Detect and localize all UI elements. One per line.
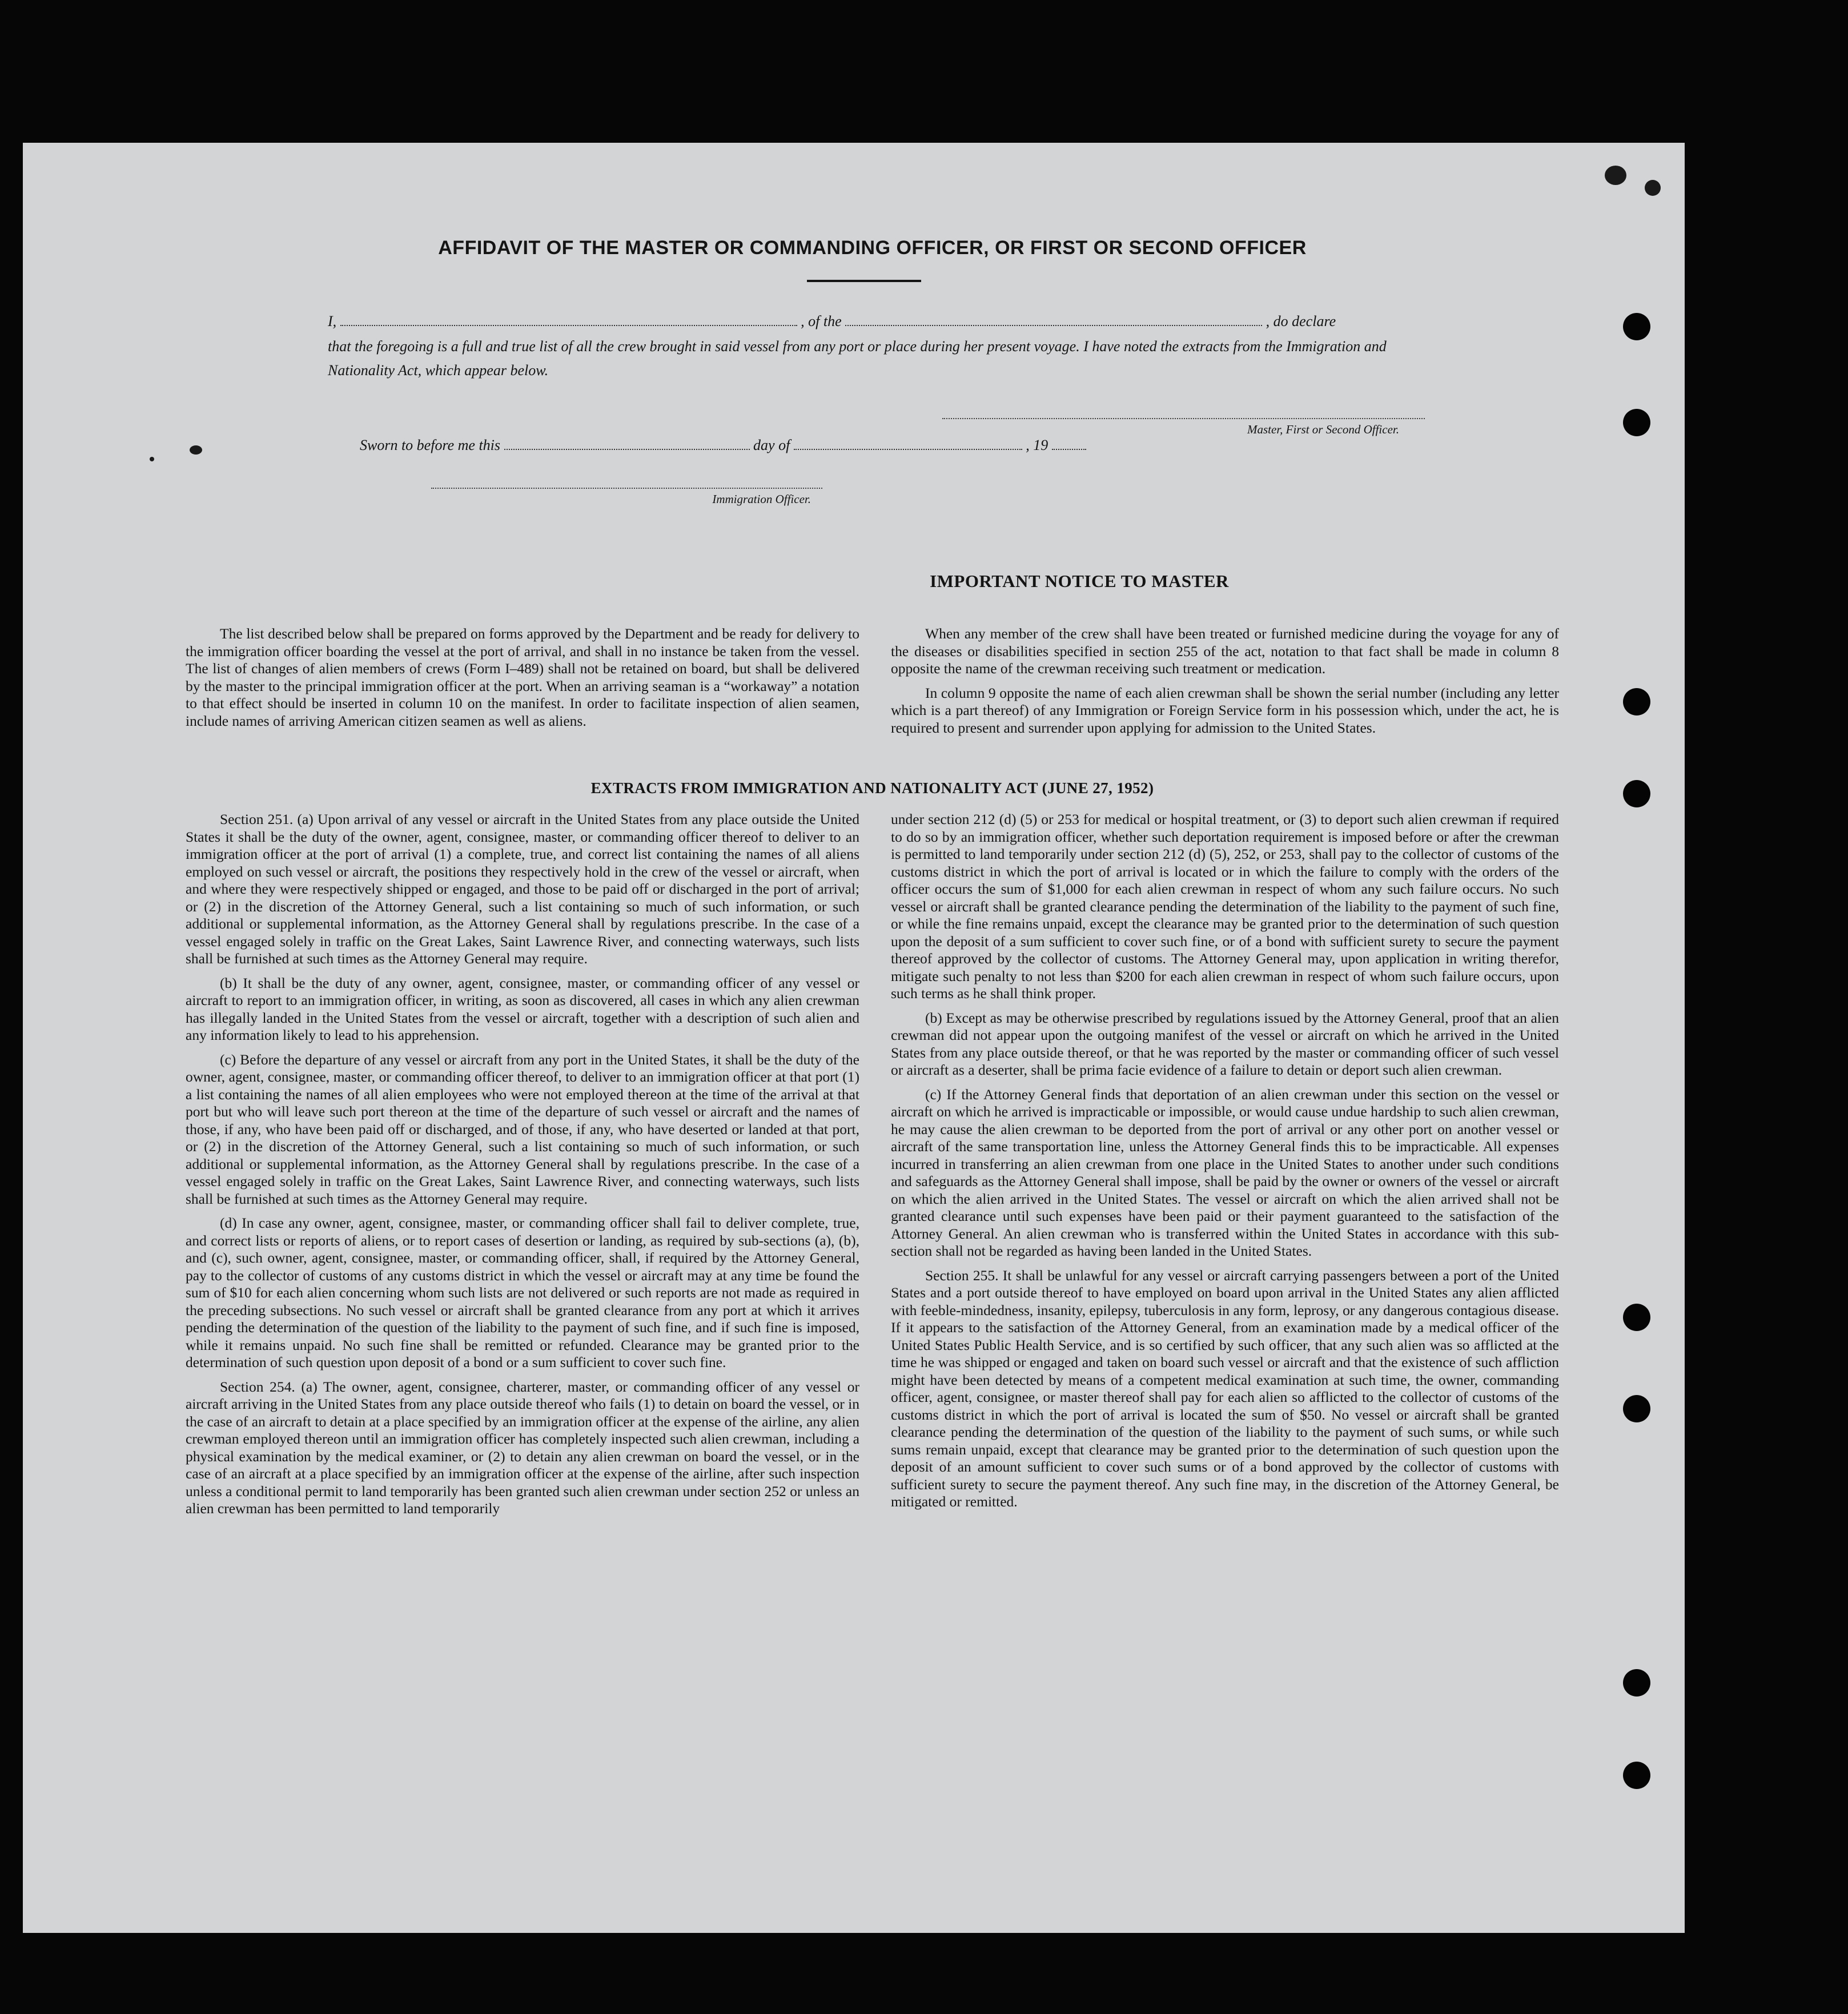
day-of-label: day of: [753, 437, 790, 453]
vessel-field[interactable]: [845, 315, 1262, 326]
document-page: [23, 143, 1685, 1933]
year-label: , 19: [1026, 437, 1048, 453]
section-paragraph: (b) It shall be the duty of any owner, agent, consignee, master, or commanding officer of any vessel or aircraft to report to an immigration officer, in writing, as soon as discovered, all cases in which any alien crewman has illegally landed in the United States from the vessel or aircraft, together with a description of such alien and any information likely to lead to his apprehension.: [186, 974, 859, 1043]
of-the-label: , of the: [801, 313, 842, 329]
signature-label: Master, First or Second Officer.: [1247, 423, 1399, 436]
section-paragraph: under section 212 (d) (5) or 253 for medical or hospital treatment, or (3) to deport such alien crewman if required to do so by an immigration officer, whether such deportation requirement is imposed before or after the crewman is permitted to land temporarily under section 212 (d) (5), 252, or 253, shall pay to the collector of customs of the customs district in which the port of arrival is located or in which the failure to comply with the orders of the officer occurs the sum of $1,000 for each alien crewman in respect of whom any such failure occurs. No such vessel or aircraft shall be granted clearance pending the determination of the liability to the payment of such fine, or while the fine remains unpaid, except the clearance may be granted prior to the determination of such question upon the deposit of a sum sufficient to cover such fine, or of a bond with sufficient surety to secure the payment thereof approved by the collector of customs. The Attorney General may, upon application in writing therefor, mitigate such penalty to not less than $200 for each alien crewman in respect of whom such failure occurs, upon such terms as he shall think proper.: [891, 811, 1559, 1002]
section-paragraph: (c) If the Attorney General finds that deportation of an alien crewman under this section on the vessel or aircraft on which he arrived is impracticable or impossible, or would cause undue hardship to such alien crewman, he may cause the alien crewman to be deported from the port of arrival or any other port on another vessel or aircraft of the same transportation line, unless the Attorney General finds this to be impracticable. All expenses incurred in transferring an alien crewman from one place in the United States to another under such conditions and safeguards as the Attorney General shall impose, shall be paid by the owner or owners of the vessel or aircraft on which the alien arrived in the United States. The vessel or aircraft on which the alien arrived shall not be granted clearance until such expenses have been paid or their payment guaranteed to the satisfaction of the Attorney General. An alien crewman who is transferred within the United States in accordance with this sub-section shall not be regarded as having been landed in the United States.: [891, 1086, 1559, 1259]
notice-title: IMPORTANT NOTICE TO MASTER: [930, 571, 1229, 591]
do-declare-label: , do declare: [1266, 313, 1336, 329]
extracts-title: EXTRACTS FROM IMMIGRATION AND NATIONALITY ACT (JUNE 27, 1952): [590, 779, 1154, 797]
affidavit-title: AFFIDAVIT OF THE MASTER OR COMMANDING OFFICER, OR FIRST OR SECOND OFFICER: [438, 237, 1307, 259]
notice-paragraph: When any member of the crew shall have been treated or furnished medicine during the voyage for any of the diseases or disabilities specified in section 255 of the act, notation to that fact shall be made in column 8 opposite the name of the crewman receiving such treatment or medication.: [891, 625, 1559, 677]
section-paragraph: (d) In case any owner, agent, consignee, master, or commanding officer shall fail to deliver complete, true, and correct lists or reports of aliens, or to report cases of desertion or landing, as required by sub-sections (a), (b), and (c), such owner, agent, consignee, master, or commanding officer, shall, if required by the Attorney General, pay to the collector of customs of any customs district in which the vessel or aircraft may at any time be found the sum of $10 for each alien concerning whom such lists are not delivered or such reports are not made as required in the preceding subsections. No such vessel or aircraft shall be granted clearance from any port at which it arrives pending the determination of the question of the liability to the payment of such fine, and if such fine is imposed, while it remains unpaid. No such fine shall be remitted or refunded. Clearance may be granted prior to the determination of such question upon deposit of a bond or a sum sufficient to cover such fine.: [186, 1215, 859, 1370]
sworn-label: Sworn to before me this: [360, 437, 501, 453]
section-paragraph: Section 251. (a) Upon arrival of any vessel or aircraft in the United States from any place outside the United States it shall be the duty of the owner, agent, consignee, master, or commanding officer thereof to deliver to an immigration officer at the port of arrival (1) a complete, true, and correct list containing the names of all aliens employed on such vessel or aircraft, the positions they respectively hold in the crew of the vessel or aircraft, when and where they were respectively shipped or engaged, and those to be paid off or discharged in the port of arrival; or (2) in the discretion of the Attorney General, such a list containing so much of such information, or such additional or supplemental information, as the Attorney General shall by regulations prescribe. In the case of a vessel engaged solely in traffic on the Great Lakes, Saint Lawrence River, and connecting waterways, such lists shall be furnished at such times as the Attorney General may require.: [186, 811, 859, 967]
punch-hole: [1623, 1395, 1650, 1422]
ink-mark: [190, 445, 202, 455]
officer-label: Immigration Officer.: [712, 492, 811, 506]
notice-paragraph: The list described below shall be prepared on forms approved by the Department and be ready for delivery to the immigration officer boarding the vessel at the port of arrival, and shall in no instance be taken from the vessel. The list of changes of alien members of crews (Form I–489) shall not be retained on board, but shall be delivered by the master to the principal immigration officer at the port. When an arriving seaman is a “workaway” a notation to that effect should be inserted in column 10 on the manifest. In order to facilitate inspection of alien seamen, include names of arriving American citizen seamen as well as aliens.: [186, 625, 859, 729]
section-paragraph: (b) Except as may be otherwise prescribed by regulations issued by the Attorney General, proof that an alien crewman did not appear upon the outgoing manifest of the vessel or aircraft on which he arrived in the United States from any place outside thereof, or that he was reported by the master or commanding officer of such vessel or aircraft as a deserter, shall be prima facie evidence of a failure to detain or deport such alien crewman.: [891, 1009, 1559, 1078]
punch-hole: [1623, 688, 1650, 715]
corner-mark: [1645, 180, 1661, 196]
declaration-statement: that the foregoing is a full and true list of all the crew brought in said vessel from any port or place during her present voyage. I have noted the extracts from the Immigration and Nationality Act, which appear below.: [328, 338, 1387, 379]
section-paragraph: Section 254. (a) The owner, agent, consignee, charterer, master, or commanding officer of any vessel or aircraft arriving in the United States from any place outside thereof who fails (1) to detain on board the vessel, or in the case of an aircraft to detain at a place specified by an immigration officer at the expense of the airline, any alien crewman employed thereon until an immigration officer has completely inspected such alien crewman, including a physical examination by the medical examiner, or (2) to detain any alien crewman on board the vessel, or in the case of an aircraft at a place specified by an immigration officer at the expense of the airline, after such inspection unless a conditional permit to land temporarily has been granted such alien crewman under section 252 or unless an alien crewman has been permitted to land temporarily: [186, 1378, 859, 1517]
title-rule: [807, 280, 921, 282]
i-label: I,: [328, 313, 337, 329]
sworn-line: [360, 437, 1086, 454]
corner-mark: [1605, 166, 1626, 185]
sworn-day-field[interactable]: [504, 439, 750, 450]
officer-signature-line[interactable]: [431, 488, 822, 489]
sworn-year-field[interactable]: [1052, 439, 1086, 450]
declaration-block: [328, 308, 1430, 383]
punch-hole: [1623, 313, 1650, 340]
punch-hole: [1623, 1304, 1650, 1331]
extracts-left-column: [186, 811, 859, 1518]
punch-hole: [1623, 780, 1650, 807]
punch-hole: [1623, 409, 1650, 436]
ink-mark: [150, 457, 154, 461]
notice-paragraph: In column 9 opposite the name of each alien crewman shall be shown the serial number (including any letter which is a part thereof) of any Immigration or Foreign Service form in his possession which, under the act, he is required to present and surrender upon applying for admission to the United States.: [891, 684, 1559, 736]
sworn-month-field[interactable]: [794, 439, 1022, 450]
notice-left-column: [186, 625, 859, 730]
section-paragraph: (c) Before the departure of any vessel or aircraft from any port in the United States, it shall be the duty of the owner, agent, consignee, master, or commanding officer thereof, to deliver to an immigration officer at that port (1) a list containing the names of all alien employees who were not employed thereon at the time of the arrival at that port but who will leave such port thereon at the time of the departure of such vessel or aircraft and the names of those, if any, who have been paid off or discharged, and of those, if any, who have deserted or landed at that port, or (2) in the discretion of the Attorney General, such a list containing so much of such information, or such additional or supplemental information, as the Attorney General shall by regulations prescribe. In the case of a vessel engaged solely in traffic on the Great Lakes, Saint Lawrence River, and connecting waterways, such lists shall be furnished at such times as the Attorney General may require.: [186, 1051, 859, 1207]
notice-right-column: [891, 625, 1559, 737]
punch-hole: [1623, 1762, 1650, 1789]
declaration-fill-line: [328, 308, 1430, 335]
section-paragraph: Section 255. It shall be unlawful for any vessel or aircraft carrying passengers between a port of the United States and a port outside thereof to have employed on board upon arrival in the United States any alien afflicted with feeble-mindedness, insanity, epilepsy, tuberculosis in any form, leprosy, or any dangerous contagious disease. If it appears to the satisfaction of the Attorney General, from an examination made by a medical officer of the United States Public Health Service, and is so certified by such officer, that any such alien was so afflicted at the time he was shipped or engaged and taken on board such vessel or aircraft and that the existence of such affliction might have been detected by means of a competent medical examination at such time, the owner, commanding officer, agent, consignee, or master thereof shall pay for each alien so afflicted to the collector of customs of the customs district in which the port of arrival is located the sum of $50. No vessel or aircraft shall be granted clearance pending the determination of the question of the liability to the payment of such sums, or while such sums remain unpaid, except that clearance may be granted prior to the determination of such question upon the deposit of an amount sufficient to cover such sums or of a bond approved by the collector of customs with sufficient surety to secure the payment thereof. Any such fine may, in the discretion of the Attorney General, be mitigated or remitted.: [891, 1267, 1559, 1510]
name-field[interactable]: [340, 315, 797, 326]
punch-hole: [1623, 1669, 1650, 1697]
signature-line[interactable]: [942, 418, 1425, 419]
extracts-right-column: [891, 811, 1559, 1511]
